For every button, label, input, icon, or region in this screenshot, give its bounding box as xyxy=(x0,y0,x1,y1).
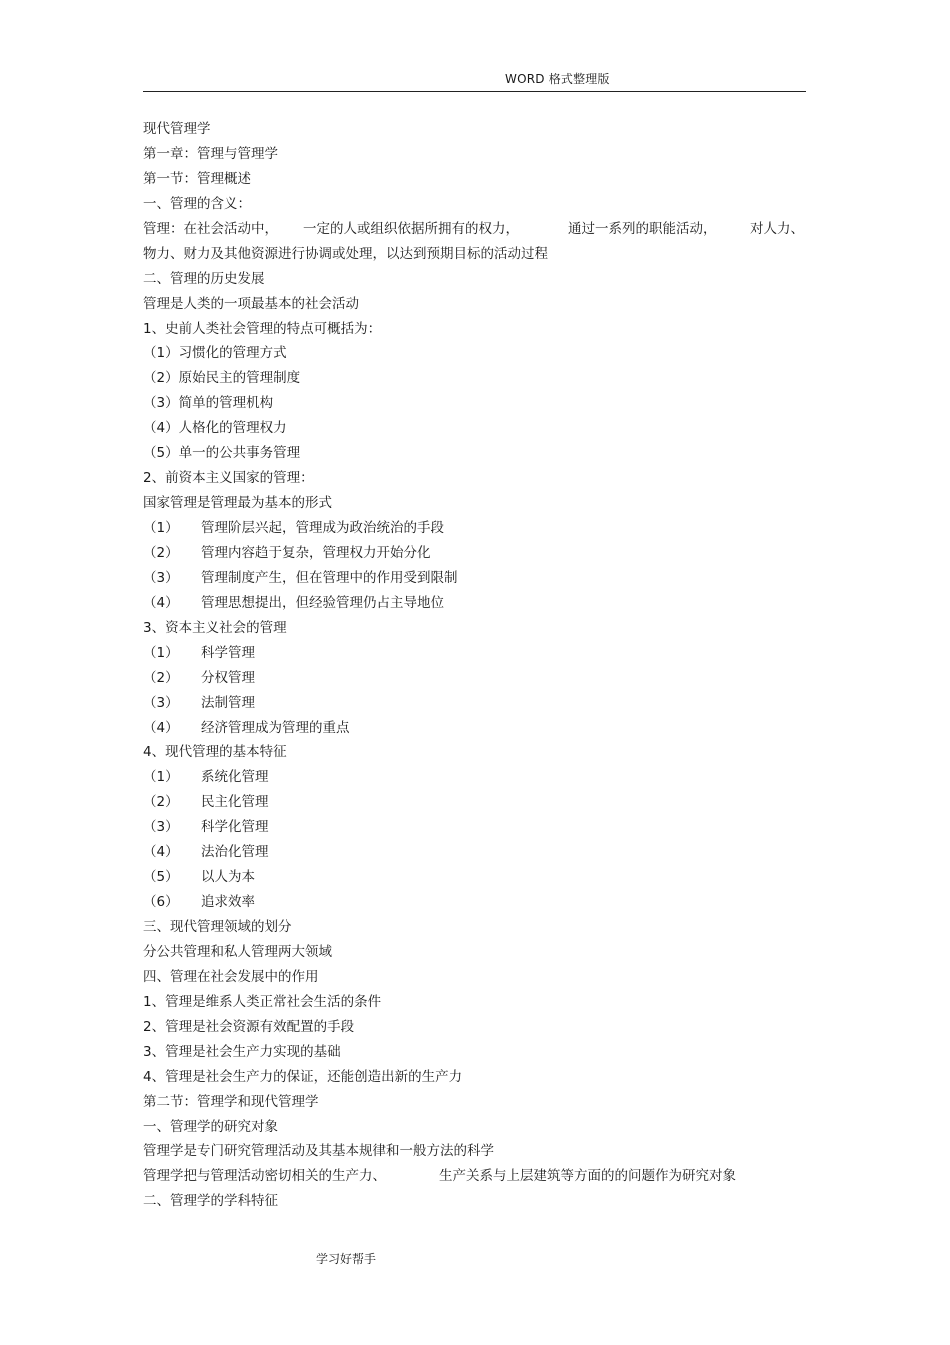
list-number: （3） xyxy=(143,694,179,711)
list-item xyxy=(143,716,808,741)
list-item: （2）原始民主的管理制度 xyxy=(143,370,301,387)
list-number: （3） xyxy=(143,819,179,836)
definition-part: 管理：在社会活动中， xyxy=(143,220,278,237)
list-heading: 4、现代管理的基本特征 xyxy=(143,744,287,761)
list-item xyxy=(143,641,808,666)
list-item xyxy=(143,541,808,566)
list-item: 4、管理是社会生产力的保证，还能创造出新的生产力 xyxy=(143,1068,463,1085)
definition-part: 通过一系列的职能活动， xyxy=(568,220,717,237)
list-item xyxy=(143,865,808,890)
list-item: 2、管理是社会资源有效配置的手段 xyxy=(143,1018,355,1035)
document-body xyxy=(143,117,808,1214)
list-number: （1） xyxy=(143,769,179,786)
list-number: （1） xyxy=(143,520,179,536)
list-item xyxy=(143,840,808,865)
list-number: （2） xyxy=(143,669,179,686)
list-heading: 3、资本主义社会的管理 xyxy=(143,619,287,636)
paragraph-part: 生产关系与上层建筑等方面的的问题作为研究对象 xyxy=(439,1168,736,1185)
page-footer: 学习好帮手 xyxy=(316,1252,377,1266)
paragraph-line: 管理是人类的一项最基本的社会活动 xyxy=(143,295,359,312)
list-text: 管理阶层兴起，管理成为政治统治的手段 xyxy=(201,520,444,536)
paragraph-line: 管理学是专门研究管理活动及其基本规律和一般方法的科学 xyxy=(143,1143,494,1160)
definition-line xyxy=(143,217,808,242)
chapter-heading: 第一章：管理与管理学 xyxy=(143,145,278,162)
list-text: 科学管理 xyxy=(201,644,255,661)
list-text: 民主化管理 xyxy=(201,794,269,811)
list-text: 以人为本 xyxy=(201,869,255,886)
list-text: 系统化管理 xyxy=(201,769,269,786)
paragraph-line: 物力、财力及其他资源进行协调或处理，以达到预期目标的活动过程 xyxy=(143,245,548,262)
list-text: 经济管理成为管理的重点 xyxy=(201,719,350,736)
doc-title: 现代管理学 xyxy=(143,121,211,137)
subsection-heading: 一、管理的含义： xyxy=(143,195,251,212)
list-number: （6） xyxy=(143,894,179,911)
list-item: 3、管理是社会生产力实现的基础 xyxy=(143,1043,341,1060)
list-text: 追求效率 xyxy=(201,894,255,911)
list-number: （2） xyxy=(143,794,179,811)
list-text: 管理制度产生，但在管理中的作用受到限制 xyxy=(201,569,458,586)
list-item xyxy=(143,666,808,691)
section-heading: 第二节：管理学和现代管理学 xyxy=(143,1093,319,1110)
list-text: 法治化管理 xyxy=(201,844,269,861)
page-header: WORD 格式整理版 xyxy=(505,72,610,86)
subsection-heading: 二、管理学的学科特征 xyxy=(143,1193,278,1210)
list-text: 管理内容趋于复杂，管理权力开始分化 xyxy=(201,544,431,561)
list-number: （3） xyxy=(143,569,179,586)
subsection-heading: 二、管理的历史发展 xyxy=(143,270,265,287)
list-item: （3）简单的管理机构 xyxy=(143,395,274,412)
list-item xyxy=(143,566,808,591)
list-item xyxy=(143,765,808,790)
definition-part: 一定的人或组织依据所拥有的权力， xyxy=(303,220,519,237)
list-heading: 1、史前人类社会管理的特点可概括为： xyxy=(143,320,382,337)
paragraph-line xyxy=(143,1164,808,1189)
list-item: （1）习惯化的管理方式 xyxy=(143,345,287,362)
paragraph-line: 国家管理是管理最为基本的形式 xyxy=(143,495,332,512)
list-number: （2） xyxy=(143,544,179,561)
list-text: 管理思想提出，但经验管理仍占主导地位 xyxy=(201,594,444,611)
list-text: 科学化管理 xyxy=(201,819,269,836)
list-text: 法制管理 xyxy=(201,694,255,711)
list-item xyxy=(143,591,808,616)
definition-part: 对人力、 xyxy=(750,220,804,237)
subsection-heading: 一、管理学的研究对象 xyxy=(143,1118,278,1135)
subsection-heading: 三、现代管理领域的划分 xyxy=(143,919,292,935)
list-item xyxy=(143,890,808,915)
list-number: （4） xyxy=(143,719,179,736)
section-heading: 第一节：管理概述 xyxy=(143,170,251,187)
list-number: （4） xyxy=(143,844,179,861)
list-item: 1、管理是维系人类正常社会生活的条件 xyxy=(143,993,382,1010)
paragraph-part: 管理学把与管理活动密切相关的生产力、 xyxy=(143,1168,386,1185)
list-heading: 2、前资本主义国家的管理： xyxy=(143,470,314,487)
header-rule xyxy=(143,91,806,92)
list-item: （5）单一的公共事务管理 xyxy=(143,445,301,462)
list-item xyxy=(143,691,808,716)
list-item xyxy=(143,815,808,840)
paragraph-line: 分公共管理和私人管理两大领域 xyxy=(143,943,332,960)
list-number: （1） xyxy=(143,644,179,661)
list-item xyxy=(143,790,808,815)
list-item: （4）人格化的管理权力 xyxy=(143,420,287,437)
subsection-heading: 四、管理在社会发展中的作用 xyxy=(143,968,319,985)
list-item xyxy=(143,516,808,541)
list-number: （4） xyxy=(143,594,179,611)
list-number: （5） xyxy=(143,869,179,886)
list-text: 分权管理 xyxy=(201,669,255,686)
